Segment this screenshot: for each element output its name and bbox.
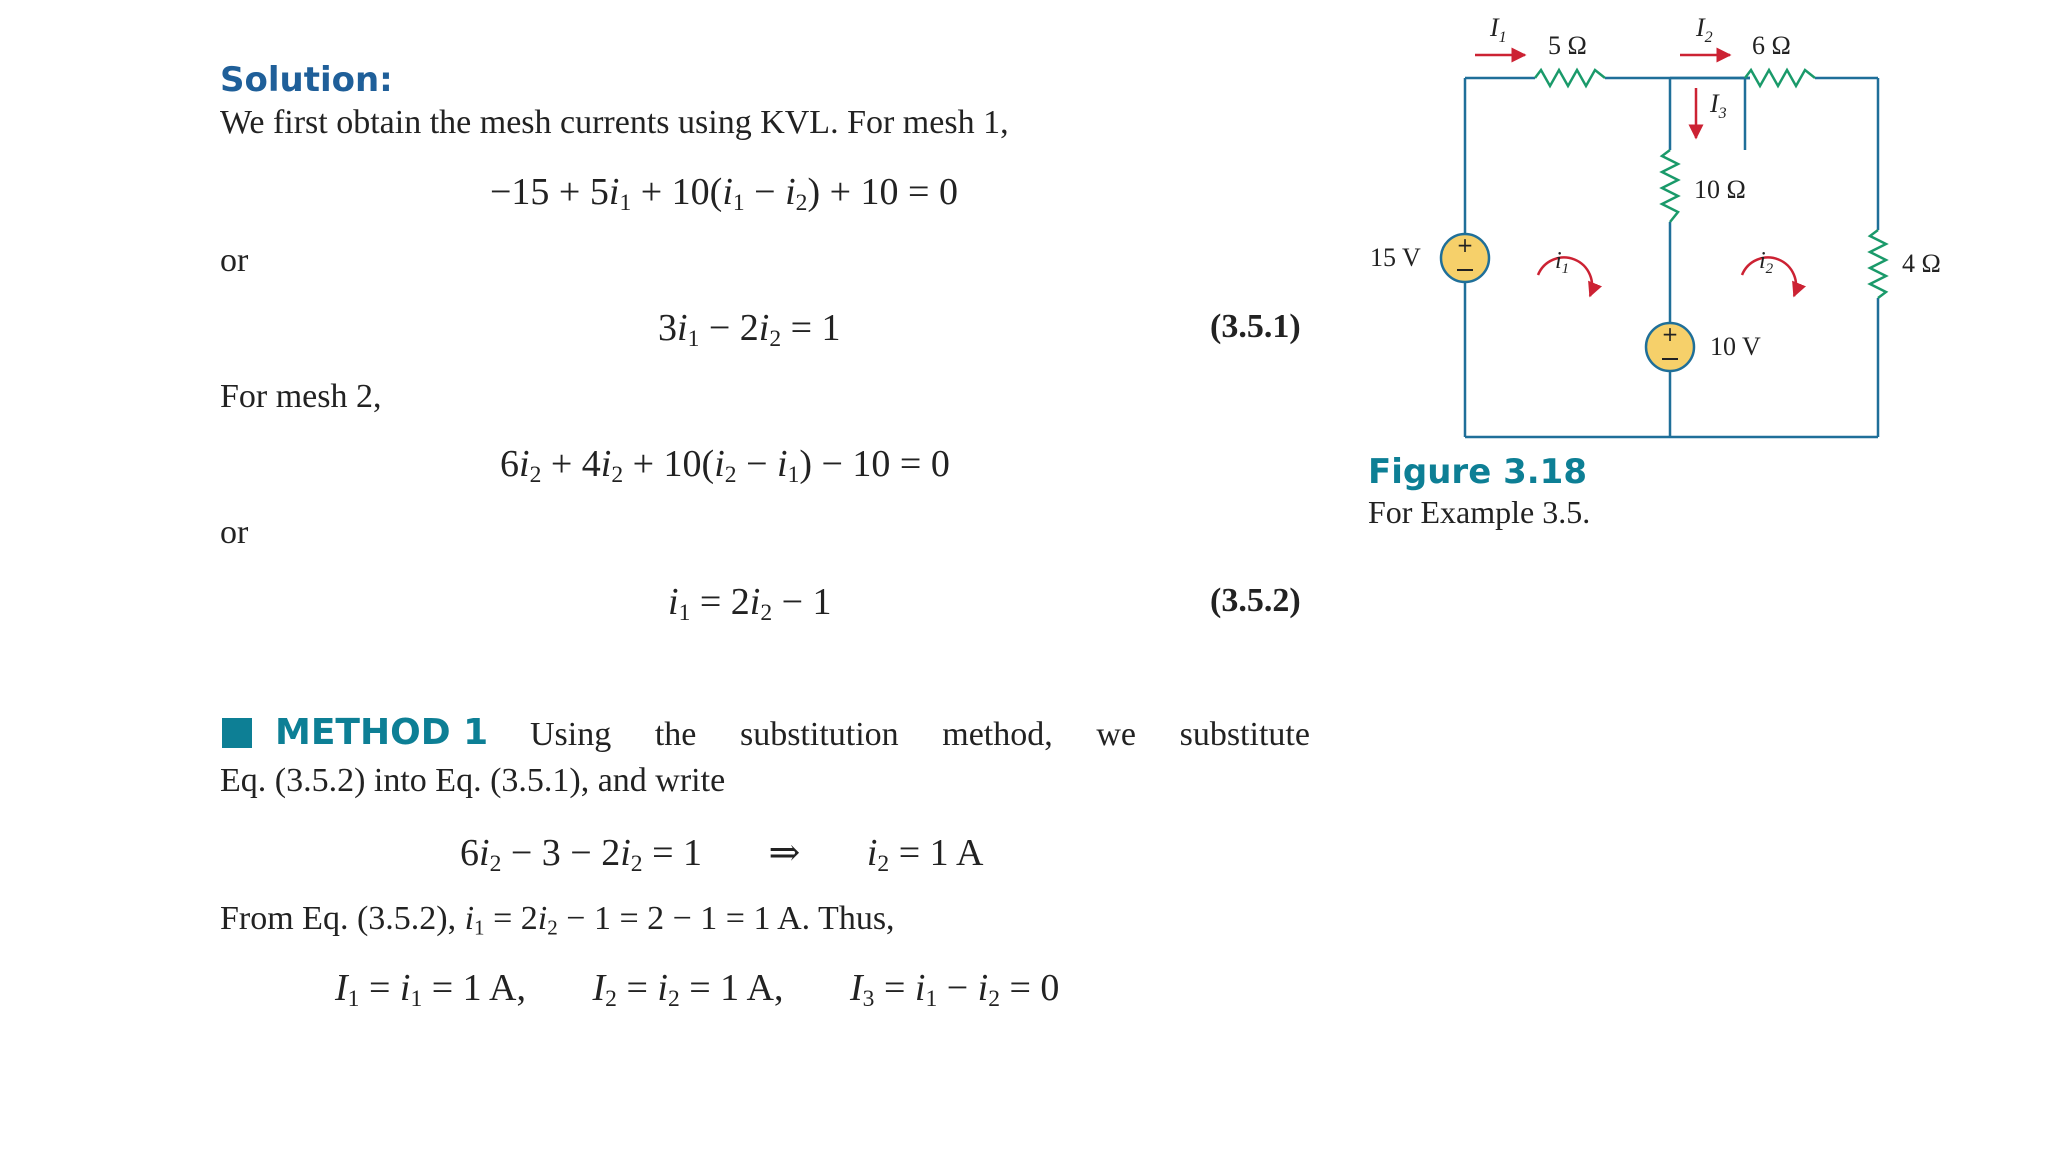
label-I3: $I_3$: [1710, 89, 1727, 122]
label-6-ohm: 6 Ω: [1752, 31, 1791, 60]
label-I1: $I_1$: [1490, 13, 1507, 46]
intro-text: We first obtain the mesh currents using KVL. For mesh 1,: [220, 104, 1009, 141]
or-text-1: or: [220, 242, 249, 279]
circuit-diagram: [1340, 0, 1980, 460]
method1-word: Using: [530, 716, 612, 753]
method1-word: the: [654, 716, 697, 753]
method1-word: substitute: [1179, 716, 1310, 753]
resistor-10-ohm: [1662, 150, 1678, 222]
equation-number-3-5-2: (3.5.2): [1210, 582, 1301, 619]
label-i1: $i_1$: [1555, 248, 1570, 277]
resistor-4-ohm: [1870, 230, 1886, 298]
from-eq-text: From Eq. (3.5.2),: [220, 900, 457, 937]
equation-3-5-2: $i_1 = 2i_2 - 1$: [668, 581, 832, 626]
label-15-volt: 15 V: [1370, 243, 1421, 272]
svg-text:+: +: [1661, 322, 1679, 346]
resistor-5-ohm: [1535, 70, 1605, 86]
method1-label: METHOD 1: [275, 712, 489, 753]
solution-heading: Solution:: [220, 60, 393, 100]
mesh2-equation: $6i_2 + 4i_2 + 10(i_2 - i_1) - 10 = 0$: [500, 443, 950, 488]
method1-word: method,: [942, 716, 1053, 753]
label-4-ohm: 4 Ω: [1902, 249, 1941, 278]
from-eq-line: From Eq. (3.5.2), $i_1 = 2i_2 - 1 = 2 - 1 = 1$ A. Thus,: [220, 900, 895, 940]
mesh1-equation: $-15 + 5i_1 + 10(i_1 - i_2) + 10 = 0$: [490, 171, 958, 216]
label-10-volt: 10 V: [1710, 332, 1761, 361]
method1-word: we: [1096, 716, 1136, 753]
or-text-2: or: [220, 514, 249, 551]
thus-text: Thus,: [818, 900, 895, 937]
mesh2-intro: For mesh 2,: [220, 378, 382, 415]
voltage-source-15v: [1441, 233, 1489, 282]
method1-line2: Eq. (3.5.2) into Eq. (3.5.1), and write: [220, 762, 726, 799]
equation-number-3-5-1: (3.5.1): [1210, 308, 1301, 345]
method1-line1: [530, 716, 1310, 754]
substitution-equation: $6i_2 - 3 - 2i_2 = 1$ ⇒ $i_2 = 1$ A: [460, 832, 984, 877]
label-I2: $I_2$: [1696, 13, 1713, 46]
svg-text:+: +: [1456, 233, 1474, 257]
label-5-ohm: 5 Ω: [1548, 31, 1587, 60]
equation-3-5-1: $3i_1 - 2i_2 = 1$: [658, 307, 841, 352]
resistor-6-ohm: [1745, 70, 1815, 86]
label-10-ohm: 10 Ω: [1694, 175, 1746, 204]
label-i2: $i_2$: [1759, 248, 1774, 277]
method-marker: [222, 718, 252, 748]
figure-title: Figure 3.18: [1368, 452, 1587, 492]
figure-caption: For Example 3.5.: [1368, 494, 1591, 530]
voltage-source-10v: [1646, 322, 1694, 371]
result-equation: $I_1 = i_1 = 1$ A, $I_2 = i_2 = 1$ A, $I_3 = i_1 - i_2 = 0$: [335, 967, 1060, 1012]
method1-word: substitution: [739, 716, 899, 753]
circuit-wires: [1465, 78, 1878, 437]
